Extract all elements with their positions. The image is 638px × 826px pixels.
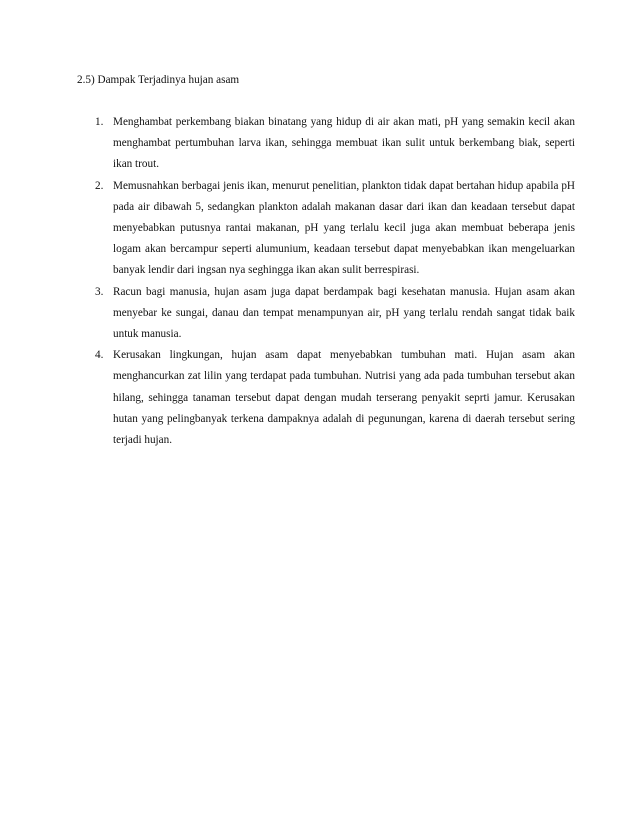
list-item-number: 4. xyxy=(95,349,104,362)
impact-list xyxy=(95,112,575,451)
list-item-text: Menghambat perkembang biakan binatang yang hidup di air akan mati, pH yang semakin kecil akan menghambat pertumbuhan larva ikan, sehingga membuat ikan sulit untuk berkembang biak, seperti ikan trout. xyxy=(113,116,575,171)
list-item xyxy=(95,282,575,346)
list-item xyxy=(95,176,575,282)
list-item-number: 3. xyxy=(95,285,104,298)
list-item xyxy=(95,112,575,176)
list-item-text: Memusnahkan berbagai jenis ikan, menurut penelitian, plankton tidak dapat bertahan hidup apabila pH pada air dibawah 5, sedangkan plankton adalah makanan dasar dari ikan dan keadaan tersebut dapat menyebabkan putusnya rantai makanan, pH yang terlalu kecil juga akan membuat beberapa jenis logam akan bercampur seperti alumunium, keadaan tersebut dapat menyebabkan ikan mengeluarkan banyak lendir dari ingsan nya seghingga ikan akan sulit berrespirasi. xyxy=(113,179,575,277)
list-item xyxy=(95,345,575,451)
list-item-number: 1. xyxy=(95,116,104,128)
list-item-text: Kerusakan lingkungan, hujan asam dapat menyebabkan tumbuhan mati. Hujan asam akan menghancurkan zat lilin yang terdapat pada tumbuhan. Nutrisi yang ada pada tumbuhan tersebut akan hilang, sehingga tanaman tersebut dapat dengan mudah terserang penyakit seprti jamur. Kerusakan hutan yang pelingbanyak terkena dampaknya adalah di pegunungan, karena di daerah tersebut sering terjadi hujan. xyxy=(113,349,575,447)
list-item-text: Racun bagi manusia, hujan asam juga dapat berdampak bagi kesehatan manusia. Hujan asam akan menyebar ke sungai, danau dan tempat menampunyan air, pH yang terlalu rendah sangat tidak baik untuk manusia. xyxy=(113,285,575,341)
section-heading: 2.5) Dampak Terjadinya hujan asam xyxy=(77,74,240,86)
list-item-number: 2. xyxy=(95,179,104,192)
